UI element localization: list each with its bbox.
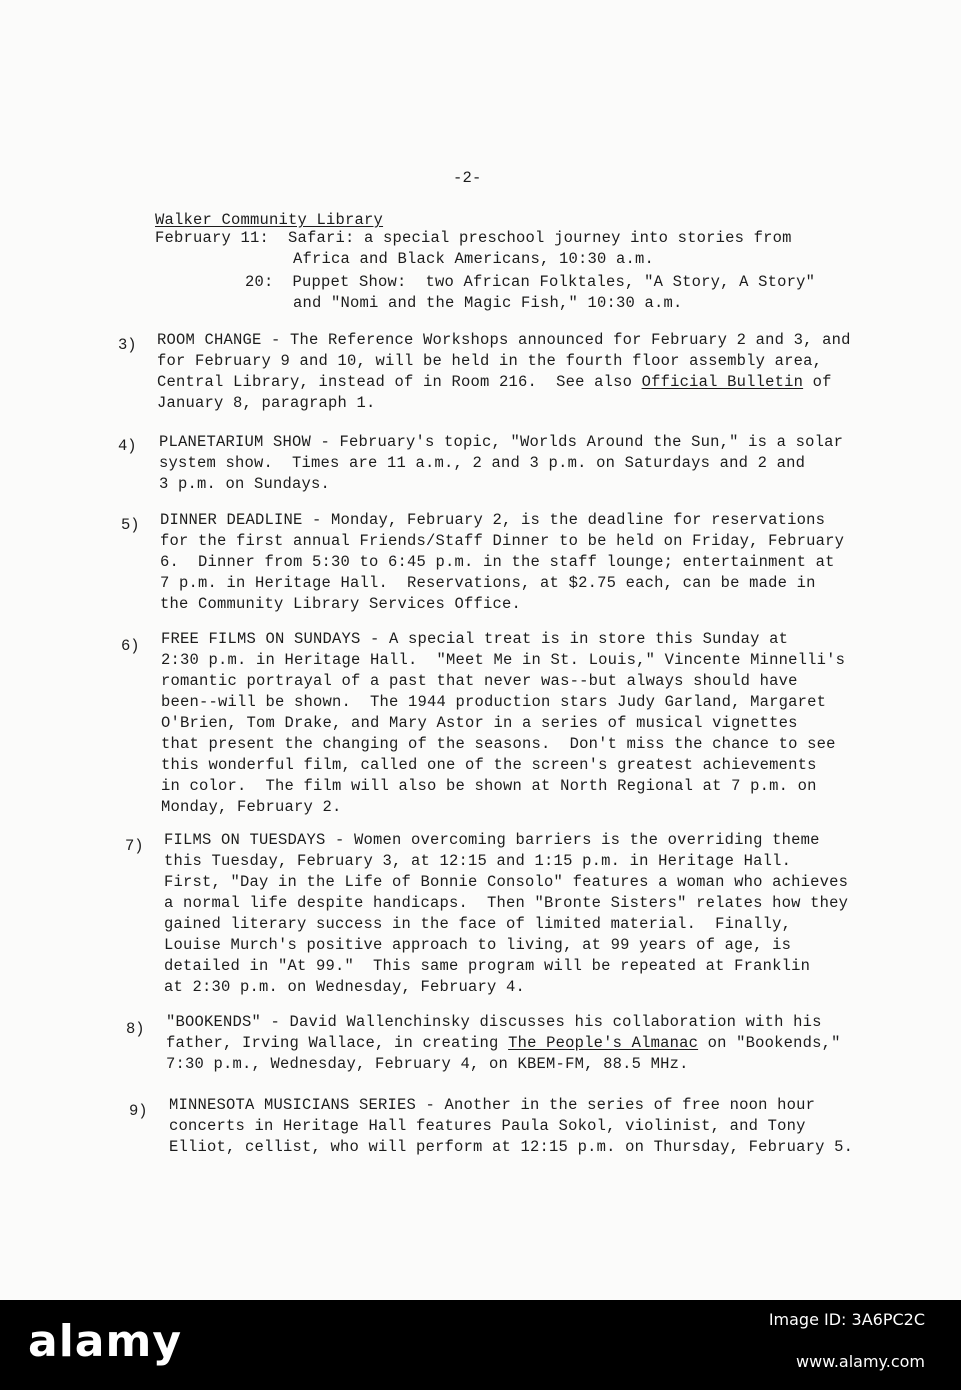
item-7-line-7: detailed in "At 99." This same program will be repeated at Franklin	[164, 957, 811, 975]
item-3-line-4: January 8, paragraph 1.	[157, 394, 376, 412]
peoples-almanac-title: The People's Almanac	[508, 1034, 699, 1052]
item-6-line-1: FREE FILMS ON SUNDAYS - A special treat is in store this Sunday at	[161, 630, 789, 648]
item-5-line-2: for the first annual Friends/Staff Dinner to be held on Friday, February	[160, 532, 845, 550]
item-5-line-3: 6. Dinner from 5:30 to 6:45 p.m. in the staff lounge; entertainment at	[160, 553, 835, 571]
walker-line-1: February 11: Safari: a special preschool journey into stories from	[155, 229, 792, 247]
item-4-line-1: PLANETARIUM SHOW - February's topic, "Worlds Around the Sun," is a solar	[159, 433, 844, 451]
walker-line-3: 20: Puppet Show: two African Folktales, "A Story, A Story"	[245, 273, 816, 291]
item-4-line-2: system show. Times are 11 a.m., 2 and 3 p.m. on Saturdays and 2 and	[159, 454, 806, 472]
item-5-line-4: 7 p.m. in Heritage Hall. Reservations, at $2.75 each, can be made in	[160, 574, 816, 592]
item-6-line-4: been--will be shown. The 1944 production stars Judy Garland, Margaret	[161, 693, 827, 711]
item-6-line-3: romantic portrayal of a past that never was--but always should have	[161, 672, 798, 690]
walker-line-2: Africa and Black Americans, 10:30 a.m.	[293, 250, 655, 268]
item-number: 6)	[121, 637, 140, 655]
brand-logo: alamy	[28, 1316, 182, 1367]
item-3-line-1: ROOM CHANGE - The Reference Workshops announced for February 2 and 3, and	[157, 331, 851, 349]
item-7-line-6: Louise Murch's positive approach to living, at 99 years of age, is	[164, 936, 792, 954]
item-7-line-4: a normal life despite handicaps. Then "Bronte Sisters" relates how they	[164, 894, 849, 912]
item-number: 4)	[118, 437, 137, 455]
item-number: 9)	[129, 1102, 148, 1120]
item-7-line-5: gained literary success in the face of limited material. Finally,	[164, 915, 792, 933]
item-7-line-2: this Tuesday, February 3, at 12:15 and 1:15 p.m. in Heritage Hall.	[164, 852, 792, 870]
page-number: -2-	[453, 169, 482, 187]
image-id-label: Image ID: 3A6PC2C	[768, 1310, 925, 1329]
item-8-line-1: "BOOKENDS" - David Wallenchinsky discusses his collaboration with his	[166, 1013, 822, 1031]
item-9-line-2: concerts in Heritage Hall features Paula Sokol, violinist, and Tony	[169, 1117, 806, 1135]
item-5-line-5: the Community Library Services Office.	[160, 595, 522, 613]
item-7-line-1: FILMS ON TUESDAYS - Women overcoming barriers is the overriding theme	[164, 831, 820, 849]
item-6-line-9: Monday, February 2.	[161, 798, 342, 816]
item-6-line-5: O'Brien, Tom Drake, and Mary Astor in a series of musical vignettes	[161, 714, 798, 732]
item-number: 8)	[126, 1020, 145, 1038]
item-5-line-1: DINNER DEADLINE - Monday, February 2, is the deadline for reservations	[160, 511, 826, 529]
item-8-line-3: 7:30 p.m., Wednesday, February 4, on KBEM-FM, 88.5 MHz.	[166, 1055, 689, 1073]
item-6-line-7: this wonderful film, called one of the screen's greatest achievements	[161, 756, 817, 774]
item-3-line-3: Central Library, instead of in Room 216. See also Official Bulletin of	[157, 373, 832, 391]
official-bulletin-title: Official Bulletin	[641, 373, 804, 391]
item-7-line-3: First, "Day in the Life of Bonnie Consolo" features a woman who achieves	[164, 873, 849, 891]
item-number: 3)	[118, 336, 137, 354]
item-number: 5)	[121, 516, 140, 534]
item-number: 7)	[125, 837, 144, 855]
site-url: www.alamy.com	[796, 1352, 925, 1371]
item-6-line-8: in color. The film will also be shown at North Regional at 7 p.m. on	[161, 777, 817, 795]
walker-line-4: and "Nomi and the Magic Fish," 10:30 a.m.	[293, 294, 683, 312]
item-9-line-1: MINNESOTA MUSICIANS SERIES - Another in the series of free noon hour	[169, 1096, 816, 1114]
item-9-line-3: Elliot, cellist, who will perform at 12:15 p.m. on Thursday, February 5.	[169, 1138, 854, 1156]
watermark-footer	[0, 1300, 961, 1390]
item-7-line-8: at 2:30 p.m. on Wednesday, February 4.	[164, 978, 526, 996]
item-4-line-3: 3 p.m. on Sundays.	[159, 475, 331, 493]
item-3-line-2: for February 9 and 10, will be held in the fourth floor assembly area,	[157, 352, 823, 370]
item-8-line-2: father, Irving Wallace, in creating The People's Almanac on "Bookends,"	[166, 1034, 841, 1052]
item-6-line-2: 2:30 p.m. in Heritage Hall. "Meet Me in St. Louis," Vincente Minnelli's	[161, 651, 846, 669]
section-heading: Walker Community Library	[155, 211, 384, 229]
item-6-line-6: that present the changing of the seasons. Don't miss the chance to see	[161, 735, 836, 753]
